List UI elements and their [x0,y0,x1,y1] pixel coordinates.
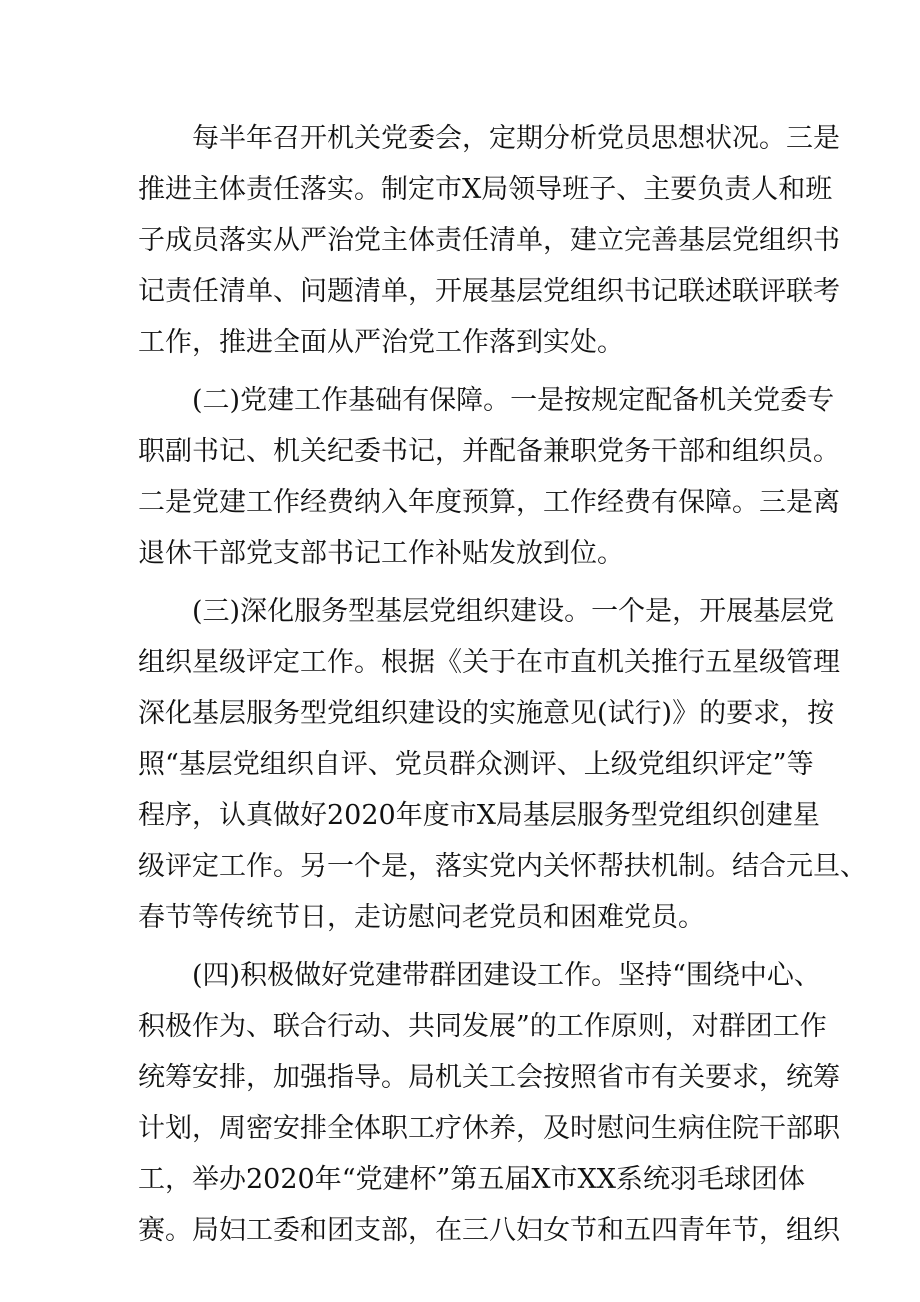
text-line: 推进主体责任落实。制定市X局领导班子、主要负责人和班 [138,174,833,205]
paragraph-4 [138,950,840,1256]
text-line: 积极作为、联合行动、共同发展”的工作原则，对群团工作 [138,1011,827,1042]
text-line: 照“基层党组织自评、党员群众测评、上级党组织评定”等 [138,749,814,780]
text-line: (三)深化服务型基层党组织建设。一个是，开展基层党 [192,596,835,627]
text-line: 程序，认真做好2020年度市X局基层服务型党组织创建星 [138,800,820,831]
text-line: 计划，周密安排全体职工疗休养，及时慰问生病住院干部职 [138,1113,840,1144]
paragraph-1 [138,113,840,368]
text-line: (二)党建工作基础有保障。一是按规定配备机关党委专 [192,385,835,416]
text-line: 赛。局妇工委和团支部，在三八妇女节和五四青年节，组织 [138,1215,840,1246]
paragraph-2 [138,375,840,579]
text-line: 每半年召开机关党委会，定期分析党员思想状况。三是 [192,123,840,154]
text-line: 统筹安排，加强指导。局机关工会按照省市有关要求，统筹 [138,1062,840,1093]
text-line: (四)积极做好党建带群团建设工作。坚持“围绕中心、 [192,960,821,991]
paragraph-spacer [138,943,790,950]
document-body [138,113,867,1256]
text-line: 深化基层服务型党组织建设的实施意见(试行)》的要求，按 [138,698,835,729]
text-line: 级评定工作。另一个是，落实党内关怀帮扶机制。结合元旦、 [138,851,867,882]
paragraph-spacer [138,579,790,586]
text-line: 工，举办2020年“党建杯”第五届X市XX系统羽毛球团体 [138,1164,805,1195]
text-line: 职副书记、机关纪委书记，并配备兼职党务干部和组织员。 [138,436,840,467]
text-line: 记责任清单、问题清单，开展基层党组织书记联述联评联考 [138,276,840,307]
text-line: 工作，推进全面从严治党工作落到实处。 [138,327,624,358]
text-line: 退休干部党支部书记工作补贴发放到位。 [138,538,624,569]
text-line: 二是党建工作经费纳入年度预算，工作经费有保障。三是离 [138,487,840,518]
text-line: 子成员落实从严治党主体责任清单，建立完善基层党组织书 [138,225,840,256]
text-line: 组织星级评定工作。根据《关于在市直机关推行五星级管理 [138,647,840,678]
paragraph-spacer [138,368,790,375]
paragraph-3 [138,586,867,943]
text-line: 春节等传统节日，走访慰问老党员和困难党员。 [138,902,705,933]
